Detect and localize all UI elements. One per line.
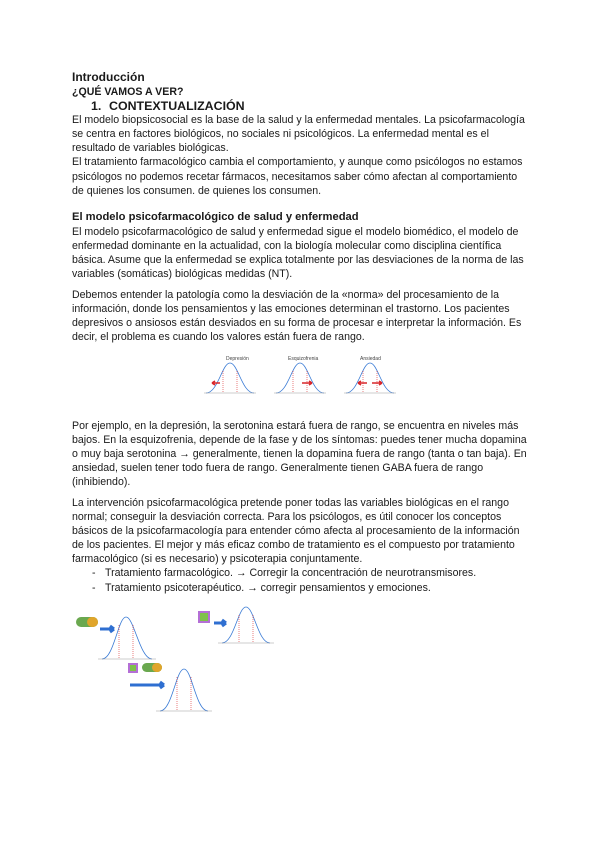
curve-ansiedad: [344, 356, 396, 393]
list-item: - Tratamiento psicoterapéutico. → corregir pensamientos y emociones.: [72, 581, 530, 595]
page-title: Introducción: [72, 70, 145, 84]
list-item: - Tratamiento farmacológico. → Corregir la concentración de neurotransmisores.: [72, 566, 530, 580]
paragraph-4: Debemos entender la patología como la desviación de la «norma» del procesamiento de la información, donde los pensamientos y las emociones determinan el trastorno. Los pacientes depresivos o ansiosos están desviados en su forma de procesar e interpretar la información. Es decir, el problema es cuando los valores están fuera de rango.: [72, 289, 522, 344]
paragraph-6: La intervención psicofarmacológica pretende poner todas las variables biológicas en el rango normal; conseguir la desviación correcta. Para los psicólogos, es útil conocer los conceptos básicos de la psicofarmacología para entender cómo afecta al procesamiento de la información de los pacientes. El mejor y más eficaz combo de tratamiento es el compuesto por tratamiento farmacológico (si es necesario) y psicoterapia conjuntamente.: [72, 496, 520, 566]
label-ansiedad: Ansiedad: [360, 355, 381, 362]
distribution-curves-figure: [204, 353, 414, 399]
paragraph-2: El tratamiento farmacológico cambia el comportamiento, y aunque como psicólogos no estamos psicólogos no podemos recetar fármacos, necesitamos saber cómo afectan al comportamiento de quienes los consumen. de quienes los consumen.: [72, 156, 523, 197]
treatment-curves-figure: [72, 603, 292, 721]
figure-treatment: [72, 603, 530, 723]
treatment-list: [72, 566, 530, 594]
paragraph-1: El modelo biopsicosocial es la base de la salud y la enfermedad mentales. La psicofarmacología se centra en factores biológicos, no sociales ni psicológicos. La enfermedad mental es el resultado de variables biológicas.: [72, 114, 525, 155]
section-question: ¿QUÉ VAMOS A VER?: [72, 86, 184, 98]
label-esquizofrenia: Esquizofrenia: [288, 355, 319, 362]
treatment-pill-curve: [76, 617, 156, 659]
curve-esquizofrenia: [274, 356, 326, 393]
section-1-number: 1.: [91, 99, 102, 114]
figure-distributions: [72, 353, 530, 401]
paragraph-5: Por ejemplo, en la depresión, la serotonina estará fuera de rango, se encuentra en niveles más bajos. En la esquizofrenia, depende de la fase y de los síntomas: puedes tener mucha dopamina o muy baja serotonina → generalmente, tienen la dopamina fuera de rango (tanta o tan baja). En ansiedad, suelen tener todo fuera de rango. Generalmente tienen GABA fuera de rango (inhibiendo).: [72, 419, 527, 488]
treatment-combined-curve: [128, 663, 212, 711]
section-1-title: CONTEXTUALIZACIÓN: [109, 99, 245, 114]
treatment-brain-curve: [198, 607, 274, 643]
section-2-heading: El modelo psicofarmacológico de salud y enfermedad: [72, 210, 359, 223]
section-1-heading: [91, 99, 530, 113]
document-content: [72, 70, 530, 723]
label-depresion: Depresión: [226, 355, 249, 362]
curve-depresion: [204, 356, 256, 393]
paragraph-3: El modelo psicofarmacológico de salud y enfermedad sigue el modelo biomédico, el modelo de enfermedad dominante en la actualidad, con la biología molecular como disciplina científica básica. Asume que la enfermedad se explica totalmente por las desviaciones de la norma de las variables (somáticas) biológicas medidas (NT).: [72, 225, 524, 281]
